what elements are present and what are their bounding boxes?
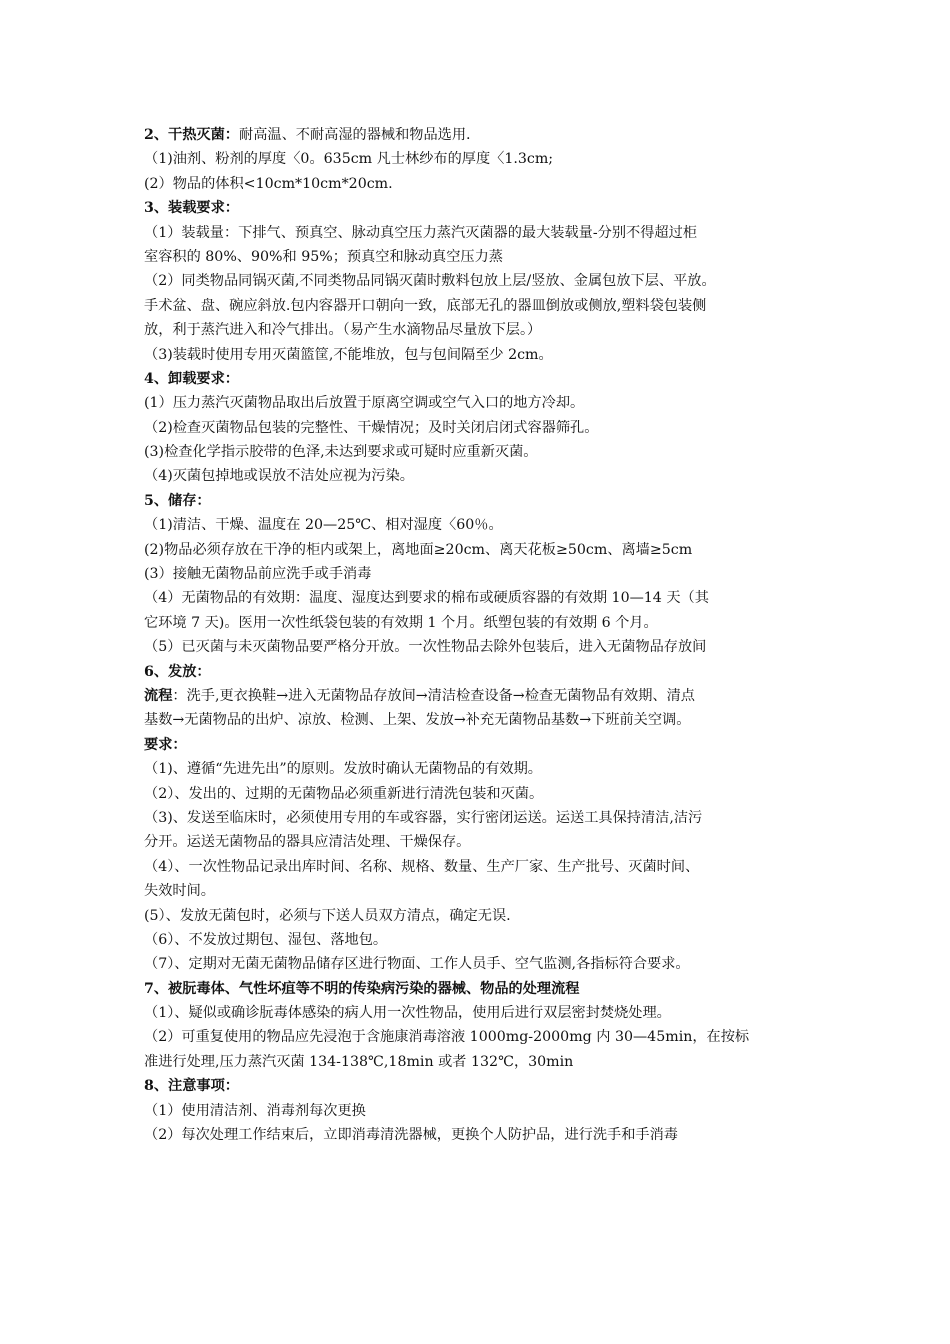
text-line (144, 1050, 814, 1074)
line-text: 耐高温、不耐高湿的器械和物品选用. (239, 127, 471, 143)
line-text: （7）、定期对无菌无菌物品储存区进行物面、工作人员手、空气监测,各指标符合要求。 (144, 956, 690, 973)
line-text: （3)、发送至临床时，必须使用专用的车或容器，实行密闭运送。运送工具保持清洁,洁污 (144, 809, 703, 826)
text-line (144, 782, 814, 806)
line-text: (1）压力蒸汽灭菌物品取出后放置于原离空调或空气入口的地方冷却。 (144, 395, 585, 412)
line-text: （2)检查灭菌物品包装的完整性、干燥情况；及时关闭启闭式容器筛孔。 (144, 419, 599, 436)
line-text: （1）装载量：下排气、预真空、脉动真空压力蒸汽灭菌器的最大装载量-分别不得超过柜 (144, 224, 697, 241)
line-text: 准进行处理,压力蒸汽灭菌 134-138℃,18min 或者 132℃，30min (144, 1053, 574, 1070)
line-text: （1)油剂、粉剂的厚度〈0。635cm 凡士林纱布的厚度〈1.3cm; (144, 151, 554, 168)
line-text: 它环境 7 天)。医用一次性纸袋包装的有效期 1 个月。纸塑包装的有效期 6 个月。 (144, 614, 658, 631)
line-text: （1）、疑似或确诊朊毒体感染的病人用一次性物品，使用后进行双层密封焚烧处理。 (144, 1005, 671, 1022)
line-text: （3)装载时使用专用灭菌篮筐,不能堆放，包与包间隔至少 2cm。 (144, 346, 553, 363)
section-heading (144, 196, 814, 220)
line-text: 基数→无菌物品的出炉、凉放、检测、上架、发放→补充无菌物品基数→下班前关空调。 (144, 712, 691, 729)
bold-label: 2、干热灭菌： (144, 127, 239, 143)
line-text: （2）可重复使用的物品应先浸泡于含施康消毒溶液 1000mg-2000mg 内 30—45min，在按标 (144, 1029, 750, 1046)
line-text: （1）使用清洁剂、消毒剂每次更换 (144, 1102, 366, 1119)
text-line (144, 416, 814, 440)
bold-label: 流程 (144, 687, 173, 704)
text-line (144, 1001, 814, 1025)
text-line (144, 562, 814, 586)
line-text: ：洗手,更衣换鞋→进入无菌物品存放间→清洁检查设备→检查无菌物品有效期、清点 (172, 687, 695, 704)
line-text: 失效时间。 (144, 883, 215, 900)
text-line (144, 830, 814, 854)
text-line (144, 708, 814, 732)
text-line (144, 440, 814, 464)
bold-label: 7、被朊毒体、气性坏疽等不明的传染病污染的器械、物品的处理流程 (144, 980, 580, 997)
line-text: （4）无菌物品的有效期：温度、湿度达到要求的棉布或硬质容器的有效期 10—14 天（其 (144, 590, 709, 607)
section-heading (144, 489, 814, 513)
section-heading (144, 367, 814, 391)
text-line (144, 806, 814, 830)
line-text: 分开。运送无菌物品的器具应清洁处理、干燥保存。 (144, 834, 471, 851)
text-line (144, 269, 814, 293)
text-line (144, 1099, 814, 1123)
line-text: (5）、发放无菌包时，必须与下送人员双方清点，确定无误. (144, 907, 511, 924)
text-line (144, 513, 814, 537)
text-line (144, 757, 814, 781)
bold-label: 8、注意事项： (144, 1078, 239, 1095)
section-heading (144, 660, 814, 684)
text-line (144, 855, 814, 879)
text-line (144, 586, 814, 610)
text-line (144, 294, 814, 318)
text-line (144, 1123, 814, 1147)
text-line (144, 221, 814, 245)
line-text: (3）接触无菌物品前应洗手或手消毒 (144, 566, 372, 583)
text-line (144, 1025, 814, 1049)
text-line (144, 684, 814, 708)
line-text: （6）、不发放过期包、湿包、落地包。 (144, 931, 388, 948)
line-text: （5）已灭菌与未灭菌物品要严格分开放。一次性物品去除外包装后，进入无菌物品存放间 (144, 639, 707, 656)
line-text: （2）、发出的、过期的无菌物品必须重新进行清洗包装和灭菌。 (144, 785, 544, 802)
text-line (144, 611, 814, 635)
text-line (144, 343, 814, 367)
line-text: （4）、一次性物品记录出库时间、名称、规格、数量、生产厂家、生产批号、灭菌时间、 (144, 858, 700, 875)
bold-label: 4、卸载要求： (144, 370, 239, 387)
text-line (144, 391, 814, 415)
line-text: （4)灭菌包掉地或误放不洁处应视为污染。 (144, 468, 414, 485)
text-line (144, 879, 814, 903)
text-line (144, 635, 814, 659)
section-heading (144, 977, 814, 1001)
text-line (144, 928, 814, 952)
text-line (144, 538, 814, 562)
line-text: （1)清洁、干燥、温度在 20—25℃、相对湿度〈60％。 (144, 517, 503, 534)
line-text: (3)检查化学指示胶带的色泽,未达到要求或可疑时应重新灭菌。 (144, 444, 538, 461)
bold-label: 3、装载要求： (144, 200, 239, 217)
line-text: (2)物品必须存放在干净的柜内或架上，离地面≥20cm、离天花板≥50cm、离墙≥5cm (144, 541, 693, 558)
text-line (144, 318, 814, 342)
line-text: （2）同类物品同锅灭菌,不同类物品同锅灭菌时敷料包放上层/竖放、金属包放下层、平放。 (144, 273, 716, 290)
text-line (144, 464, 814, 488)
section-heading (144, 733, 814, 757)
section-heading (144, 1074, 814, 1098)
bold-label: 要求： (144, 736, 187, 753)
line-text: （1)、遵循“先进先出”的原则。发放时确认无菌物品的有效期。 (144, 761, 542, 778)
text-line (144, 123, 814, 147)
line-text: 放，利于蒸汽进入和冷气排出。（易产生水滴物品尽量放下层。） (144, 322, 542, 339)
bold-label: 5、储存： (144, 492, 211, 509)
bold-label: 6、发放： (144, 663, 211, 680)
text-line (144, 147, 814, 171)
text-line (144, 172, 814, 196)
line-text: （2）每次处理工作结束后，立即消毒清洗器械，更换个人防护品，进行洗手和手消毒 (144, 1127, 678, 1144)
line-text: 手术盆、盘、碗应斜放.包内容器开口朝向一致，底部无孔的器皿倒放或侧放,塑料袋包装侧 (144, 297, 707, 314)
document-body (144, 123, 814, 1147)
line-text: 室容积的 80%、90%和 95%；预真空和脉动真空压力蒸 (144, 248, 503, 265)
text-line (144, 245, 814, 269)
line-text: (2）物品的体积<10cm*10cm*20cm. (144, 175, 393, 192)
text-line (144, 952, 814, 976)
text-line (144, 904, 814, 928)
